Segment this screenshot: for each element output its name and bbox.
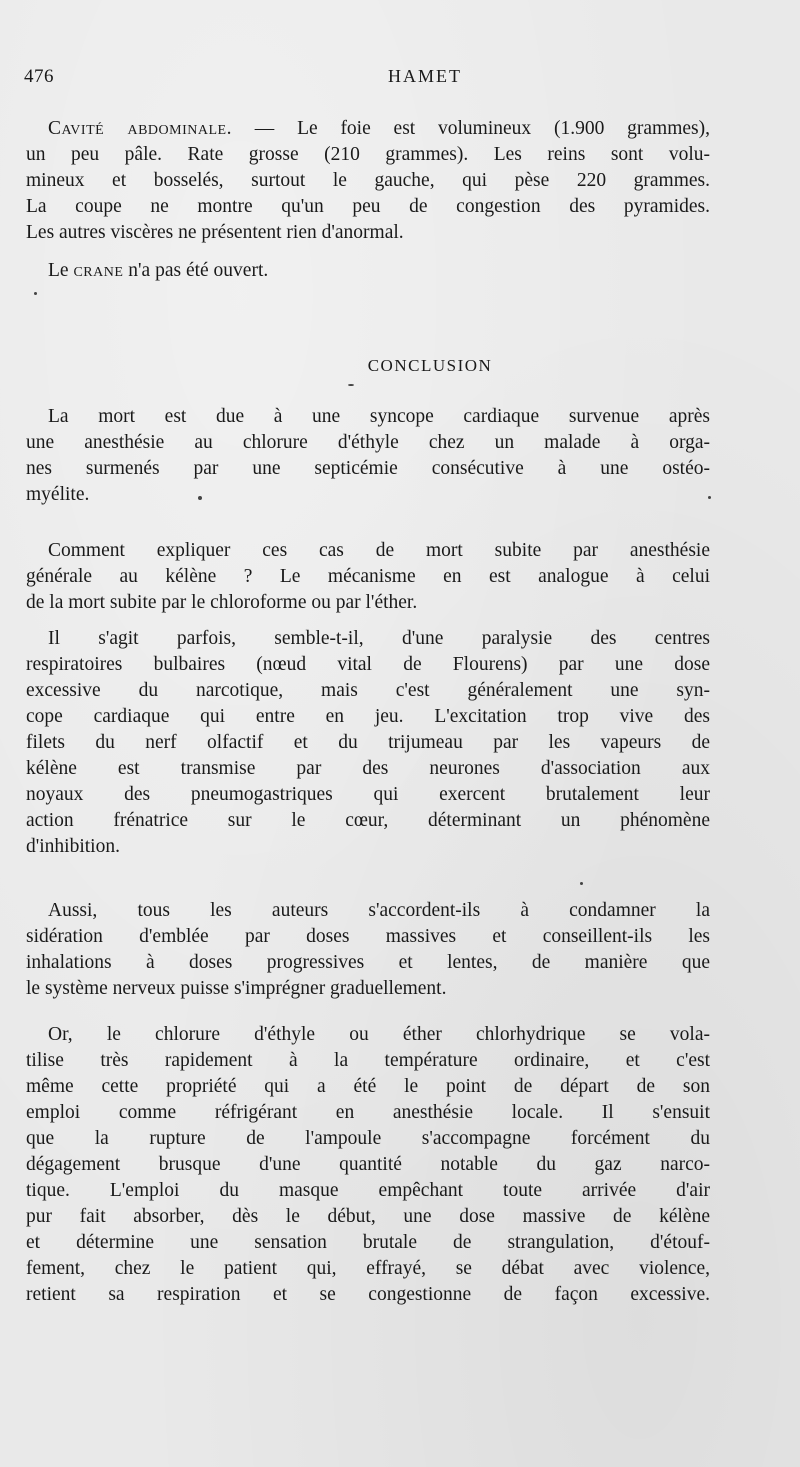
paragraph-ethyl-chloride: [26, 1022, 710, 1308]
text-line: cope cardiaque qui entre en jeu. L'excitation trop vive des: [26, 706, 710, 727]
text-line: Cavité abdominale. — Le foie est volumineux (1.900 grammes),: [48, 118, 710, 139]
text-line: Le crane n'a pas été ouvert.: [48, 260, 269, 281]
section-title: CONCLUSION: [367, 356, 493, 375]
text-line: respiratoires bulbaires (nœud vital de Flourens) par une dose: [26, 654, 710, 675]
text-line: dégagement brusque d'une quantité notable du gaz narco-: [26, 1154, 710, 1175]
text-line: Il s'agit parfois, semble-t-il, d'une paralysie des centres: [48, 628, 710, 649]
text-line: que la rupture de l'ampoule s'accompagne forcément du: [26, 1128, 710, 1149]
text-line: La mort est due à une syncope cardiaque survenue après: [48, 406, 710, 427]
autopsy-abdominal-paragraph: [26, 116, 710, 246]
text-line: inhalations à doses progressives et lentes, de manière que: [26, 952, 710, 973]
text-line: pur fait absorber, dès le début, une dose massive de kélène: [26, 1206, 710, 1227]
text-line: Les autres viscères ne présentent rien d'anormal.: [26, 222, 404, 243]
page-number: 476: [24, 66, 54, 87]
text-line: générale au kélène ? Le mécanisme en est analogue à celui: [26, 566, 710, 587]
text-line: myélite.: [26, 484, 90, 505]
text-line: retient sa respiration et se congestionne de façon excessive.: [26, 1284, 710, 1305]
scan-speck: [34, 292, 37, 295]
text-line: un peu pâle. Rate grosse (210 grammes). Les reins sont volu-: [26, 144, 710, 165]
paragraph-inhibition: [26, 626, 710, 860]
text-line: mineux et bosselés, surtout le gauche, qui pèse 220 grammes.: [26, 170, 710, 191]
page-header: [24, 66, 776, 92]
text-line: Comment expliquer ces cas de mort subite par anesthésie: [48, 540, 710, 561]
scan-speck: [580, 882, 583, 885]
text-line: Aussi, tous les auteurs s'accordent-ils à condamner la: [48, 900, 710, 921]
text-line: Or, le chlorure d'éthyle ou éther chlorhydrique se vola-: [48, 1024, 710, 1045]
text-line: action frénatrice sur le cœur, déterminant un phénomène: [26, 810, 710, 831]
paragraph-mechanism: [26, 538, 710, 616]
text-line: d'inhibition.: [26, 836, 120, 857]
text-line: tique. L'emploi du masque empêchant toute arrivée d'air: [26, 1180, 710, 1201]
conclusion-paragraph: [26, 404, 710, 508]
text-line: nes surmenés par une septicémie consécutive à une ostéo-: [26, 458, 710, 479]
running-head: HAMET: [388, 66, 462, 86]
paragraph-progressive-dosing: [26, 898, 710, 1002]
scan-speck: [708, 496, 711, 499]
scan-speck: [198, 496, 202, 500]
text-line: noyaux des pneumogastriques qui exercent brutalement leur: [26, 784, 710, 805]
text-line: emploi comme réfrigérant en anesthésie locale. Il s'ensuit: [26, 1102, 710, 1123]
section-lead: Cavité abdominale.: [48, 118, 232, 139]
text-line: de la mort subite par le chloroforme ou par l'éther.: [26, 592, 418, 613]
text-line: filets du nerf olfactif et du trijumeau par les vapeurs de: [26, 732, 710, 753]
text-line: kélène est transmise par des neurones d'association aux: [26, 758, 710, 779]
text-line: et détermine une sensation brutale de strangulation, d'étouf-: [26, 1232, 710, 1253]
text-line: tilise très rapidement à la température ordinaire, et c'est: [26, 1050, 710, 1071]
text-line: le système nerveux puisse s'imprégner graduellement.: [26, 978, 447, 999]
scan-speck: [348, 384, 354, 386]
text-line: sidération d'emblée par doses massives et conseillent-ils les: [26, 926, 710, 947]
text-line: fement, chez le patient qui, effrayé, se débat avec violence,: [26, 1258, 710, 1279]
text-line: une anesthésie au chlorure d'éthyle chez un malade à orga-: [26, 432, 710, 453]
autopsy-skull-paragraph: [26, 258, 710, 284]
text-line: La coupe ne montre qu'un peu de congestion des pyramides.: [26, 196, 710, 217]
text-line: même cette propriété qui a été le point de départ de son: [26, 1076, 710, 1097]
text-line: excessive du narcotique, mais c'est généralement une syn-: [26, 680, 710, 701]
